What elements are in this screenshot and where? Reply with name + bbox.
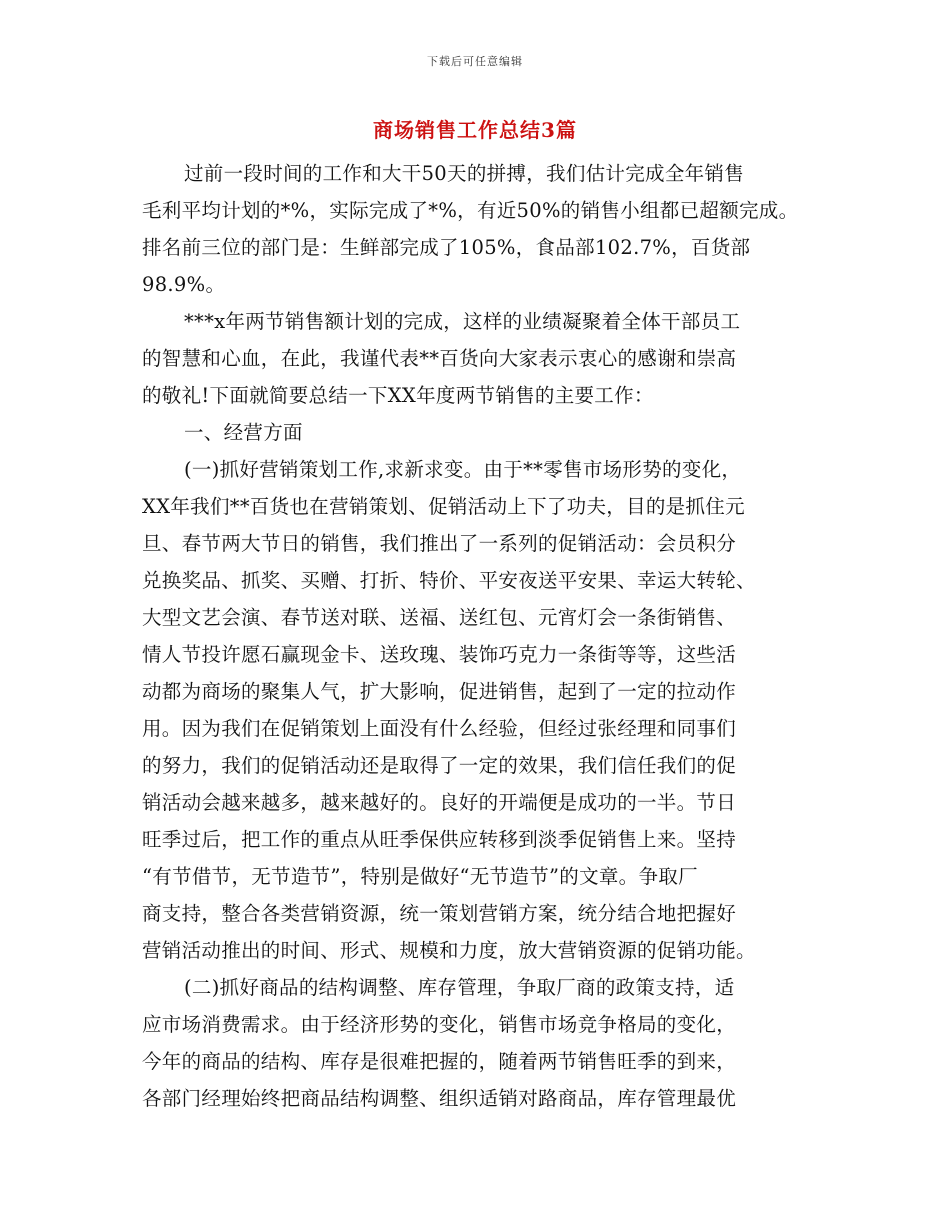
- text-line: 的敬礼!下面就简要总结一下XX年度两节销售的主要工作：: [142, 384, 654, 407]
- text-line: 兑换奖品、抓奖、买赠、打折、特价、平安夜送平安果、幸运大转轮、: [142, 569, 756, 592]
- header-note: 下载后可任意编辑: [427, 55, 523, 68]
- text-line: “有节借节，无节造节”，特别是做好“无节造节”的文章。争取厂: [142, 865, 698, 888]
- text-line: 用。因为我们在促销策划上面没有什么经验，但经过张经理和同事们: [142, 717, 737, 740]
- text-line: 动都为商场的聚集人气，扩大影响，促进销售，起到了一定的拉动作: [142, 680, 737, 703]
- text-line: 今年的商品的结构、库存是很难把握的，随着两节销售旺季的到来，: [142, 1050, 737, 1073]
- text-line: 的努力，我们的促销活动还是取得了一定的效果，我们信任我们的促: [142, 754, 737, 777]
- text-line: 大型文艺会演、春节送对联、送福、送红包、元宵灯会一条街销售、: [142, 606, 737, 629]
- document-body: [142, 155, 802, 1117]
- text-line: 销活动会越来越多，越来越好的。良好的开端便是成功的一半。节日: [142, 791, 737, 814]
- text-line: 情人节投许愿石赢现金卡、送玫瑰、装饰巧克力一条街等等，这些活: [142, 643, 737, 666]
- text-line: ***x年两节销售额计划的完成，这样的业绩凝聚着全体干部员工: [184, 310, 741, 333]
- text-line: 排名前三位的部门是：生鲜部完成了105%，食品部102.7%，百货部: [142, 236, 751, 259]
- text-line: (一)抓好营销策划工作,求新求变。由于**零售市场形势的变化，: [184, 458, 742, 481]
- text-line: 旺季过后，把工作的重点从旺季保供应转移到淡季促销售上来。坚持: [142, 828, 737, 851]
- text-line: 旦、春节两大节日的销售，我们推出了一系列的促销活动：会员积分: [142, 532, 737, 555]
- text-line: 毛利平均计划的*%，实际完成了*%，有近50%的销售小组都已超额完成。: [142, 199, 799, 222]
- text-line: 商支持，整合各类营销资源，统一策划营销方案，统分结合地把握好: [142, 902, 737, 925]
- text-line: 应市场消费需求。由于经济形势的变化，销售市场竞争格局的变化，: [142, 1013, 737, 1036]
- text-line: 营销活动推出的时间、形式、规模和力度，放大营销资源的促销功能。: [142, 939, 756, 962]
- text-line: 98.9%。: [142, 273, 226, 296]
- section-heading: 一、经营方面: [184, 421, 303, 444]
- text-line: 各部门经理始终把商品结构调整、组织适销对路商品，库存管理最优: [142, 1087, 737, 1110]
- text-line: (二)抓好商品的结构调整、库存管理，争取厂商的政策支持，适: [184, 976, 735, 999]
- page-title: 商场销售工作总结3篇: [373, 118, 577, 142]
- text-line: 过前一段时间的工作和大干50天的拼搏，我们估计完成全年销售: [184, 162, 745, 185]
- text-line: 的智慧和心血，在此，我谨代表**百货向大家表示衷心的感谢和崇高: [142, 347, 737, 370]
- text-line: XX年我们**百货也在营销策划、促销活动上下了功夫，目的是抓住元: [142, 495, 745, 518]
